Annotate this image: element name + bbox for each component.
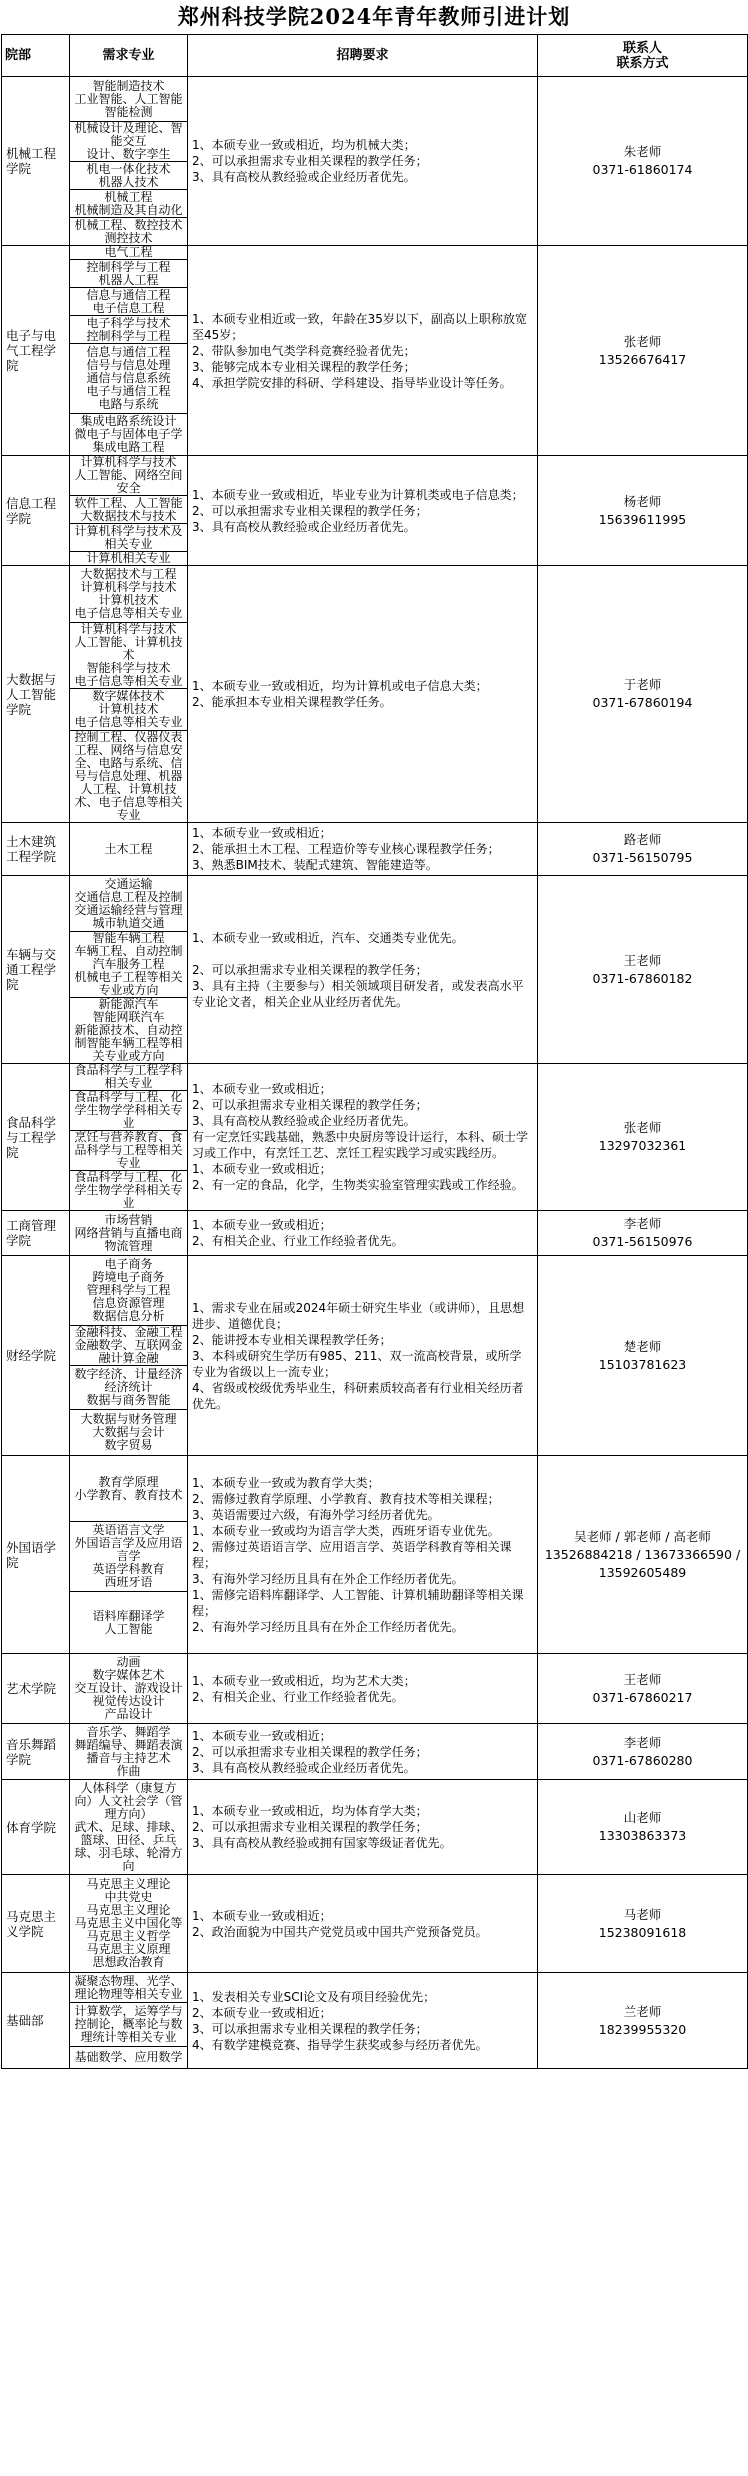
major-cell: 信息与通信工程 信号与信息处理 通信与信息系统 电子与通信工程 电路与系统	[70, 344, 188, 414]
major-cell: 机电一体化技术 机器人技术	[70, 162, 188, 190]
major-cell: 音乐学、舞蹈学 舞蹈编导、舞蹈表演 播音与主持艺术 作曲	[70, 1724, 188, 1780]
major-cell: 教育学原理 小学教育、教育技术	[70, 1456, 188, 1522]
contact-cell	[538, 1456, 748, 1654]
table-header-row	[2, 35, 748, 77]
table-row	[2, 876, 748, 932]
recruitment-table	[1, 34, 748, 2069]
major-cell: 数字媒体技术 计算机技术 电子信息等相关专业	[70, 689, 188, 731]
table-row	[2, 1780, 748, 1875]
requirements-cell: 1、发表相关专业SCI论文及有项目经验优先； 2、本硕专业一致或相近； 3、可以承担需求专业相关课程的教学任务； 4、有数学建模竞赛、指导学生获奖或参与经历者优先。	[188, 1973, 538, 2069]
major-cell: 食品科学与工程学科相关专业	[70, 1064, 188, 1091]
table-row	[2, 1211, 748, 1256]
major-cell: 控制科学与工程 机器人工程	[70, 260, 188, 288]
dept-cell: 体育学院	[2, 1780, 70, 1875]
header-dept: 院部	[2, 35, 70, 77]
contact-name: 王老师	[623, 1671, 662, 1687]
requirements-cell: 1、本硕专业一致或相近； 2、政治面貌为中国共产党党员或中国共产党预备党员。	[188, 1875, 538, 1973]
table-row	[2, 1654, 748, 1724]
header-contact-line1: 联系人	[622, 40, 662, 56]
table-row	[2, 246, 748, 260]
requirements-cell: 1、需求专业在届或2024年硕士研究生毕业（或讲师），且思想进步、道德优良； 2、能讲授本专业相关课程教学任务； 3、本科或研究生学历有985、211、双一流高校背景，或所学专业为省级以上一流专业； 4、省级或校级优秀毕业生，科研素质较高者有行业相关经历者优先。	[188, 1256, 538, 1456]
contact-phone: 13526676417	[598, 351, 687, 367]
dept-cell: 外国语学院	[2, 1456, 70, 1654]
major-cell: 软件工程、人工智能 大数据技术与技术	[70, 496, 188, 524]
contact-name: 张老师	[623, 333, 662, 349]
header-major: 需求专业	[70, 35, 188, 77]
contact-name: 山老师	[623, 1810, 662, 1825]
requirements-cell: 1、本硕专业一致或相近，均为艺术大类； 2、有相关企业、行业工作经验者优先。	[188, 1654, 538, 1724]
major-cell: 计算机相关专业	[70, 552, 188, 566]
dept-cell: 马克思主义学院	[2, 1875, 70, 1973]
dept-cell: 机械工程学院	[2, 77, 70, 246]
table-row	[2, 1724, 748, 1780]
major-cell: 大数据技术与工程 计算机科学与技术 计算机技术 电子信息等相关专业	[70, 566, 188, 623]
contact-cell	[538, 1064, 748, 1211]
dept-cell: 财经学院	[2, 1256, 70, 1456]
contact-name: 李老师	[623, 1216, 662, 1231]
table-row	[2, 566, 748, 623]
requirements-cell: 1、本硕专业一致或相近，毕业专业为计算机类或电子信息类； 2、可以承担需求专业相关课程的教学任务； 3、具有高校从教经验或企业经历者优先。	[188, 456, 538, 566]
contact-cell	[538, 456, 748, 566]
contact-name: 吴老师 / 郭老师 / 高老师	[574, 1528, 711, 1544]
requirements-cell: 1、本硕专业一致或相近； 2、能承担土木工程、工程造价等专业核心课程教学任务； 3、熟悉BIM技术、装配式建筑、智能建造等。	[188, 823, 538, 876]
contact-phone: 18239955320	[598, 2021, 687, 2037]
contact-phone: 0371-56150795	[592, 850, 693, 865]
contact-phone: 15103781623	[598, 1356, 687, 1372]
major-cell: 智能车辆工程 车辆工程、自动控制 汽车服务工程 机械电子工程等相关专业或方向	[70, 932, 188, 998]
major-cell: 食品科学与工程、化学生物学学科相关专业	[70, 1091, 188, 1131]
contact-phone: 0371-67860194	[592, 695, 693, 710]
contact-name: 朱老师	[623, 144, 662, 159]
contact-name: 杨老师	[623, 493, 662, 509]
dept-cell: 食品科学与工程学院	[2, 1064, 70, 1211]
contact-cell	[538, 823, 748, 876]
table-row	[2, 456, 748, 496]
requirements-cell: 1、本硕专业一致或相近，汽车、交通类专业优先。 2、可以承担需求专业相关课程的教学任务； 3、具有主持（主要参与）相关领域项目研发者，或发表高水平专业论文者，相关企业从业经历者优先。	[188, 876, 538, 1064]
major-cell: 语料库翻译学 人工智能	[70, 1592, 188, 1654]
dept-cell: 土木建筑工程学院	[2, 823, 70, 876]
major-cell: 数字经济、计量经济 经济统计 数据与商务智能	[70, 1366, 188, 1410]
major-cell: 电气工程	[70, 246, 188, 260]
major-cell: 控制工程、仪器仪表工程、网络与信息安全、电路与系统、信号与信息处理、机器人工程、计算机技术、电子信息等相关专业	[70, 731, 188, 823]
major-cell: 大数据与财务管理 大数据与会计 数字贸易	[70, 1410, 188, 1456]
major-cell: 电子商务 跨境电子商务 管理科学与工程 信息资源管理 数据信息分析	[70, 1256, 188, 1326]
contact-phone: 15639611995	[598, 511, 687, 527]
table-row	[2, 1456, 748, 1522]
contact-phone: 0371-67860182	[592, 970, 693, 986]
table-row	[2, 823, 748, 876]
contact-phone: 0371-61860174	[592, 162, 693, 177]
major-cell: 金融科技、金融工程 金融数学、互联网金融计算金融	[70, 1326, 188, 1366]
dept-cell: 信息工程学院	[2, 456, 70, 566]
major-cell: 土木工程	[70, 823, 188, 876]
dept-cell: 电子与电气工程学院	[2, 246, 70, 456]
major-cell: 机械工程、数控技术 测控技术	[70, 218, 188, 246]
major-cell: 英语语言文学 外国语言学及应用语言学 英语学科教育 西班牙语	[70, 1522, 188, 1592]
requirements-cell: 1、本硕专业相近或一致，年龄在35岁以下，副高以上职称放宽至45岁； 2、带队参加电气类学科竞赛经验者优先； 3、能够完成本专业相关课程的教学任务； 4、承担学院安排的科研、学科建设、指导毕业设计等任务。	[188, 246, 538, 456]
contact-name: 路老师	[623, 832, 662, 847]
major-cell: 交通运输 交通信息工程及控制 交通运输经营与管理 城市轨道交通	[70, 876, 188, 932]
page-title: 郑州科技学院2024年青年教师引进计划	[177, 4, 571, 29]
major-cell: 市场营销 网络营销与直播电商 物流管理	[70, 1211, 188, 1256]
dept-cell: 艺术学院	[2, 1654, 70, 1724]
contact-name: 马老师	[623, 1906, 662, 1922]
major-cell: 计算机科学与技术及相关专业	[70, 524, 188, 552]
table-body	[2, 77, 748, 2069]
dept-cell: 大数据与人工智能学院	[2, 566, 70, 823]
major-cell: 凝聚态物理、光学、理论物理等相关专业	[70, 1973, 188, 2003]
table-row	[2, 77, 748, 122]
major-cell: 食品科学与工程、化学生物学学科相关专业	[70, 1171, 188, 1211]
dept-cell: 工商管理学院	[2, 1211, 70, 1256]
contact-cell	[538, 1780, 748, 1875]
table-row	[2, 1256, 748, 1326]
contact-name: 张老师	[623, 1120, 662, 1135]
contact-cell	[538, 1973, 748, 2069]
contact-phone: 0371-56150976	[592, 1234, 693, 1249]
contact-cell	[538, 1256, 748, 1456]
major-cell: 基础数学、应用数学	[70, 2047, 188, 2069]
contact-cell	[538, 1724, 748, 1780]
major-cell: 计算机科学与技术 人工智能、计算机技术 智能科学与技术 电子信息等相关专业	[70, 623, 188, 689]
header-requirements: 招聘要求	[188, 35, 538, 77]
contact-phone: 0371-67860280	[592, 1752, 693, 1768]
major-cell: 马克思主义理论 中共党史 马克思主义理论 马克思主义中国化等 马克思主义哲学 马克思主义原理 思想政治教育	[70, 1875, 188, 1973]
contact-phone: 13297032361	[598, 1138, 687, 1153]
contact-name: 李老师	[623, 1734, 662, 1750]
major-cell: 信息与通信工程 电子信息工程	[70, 288, 188, 316]
dept-cell: 车辆与交通工程学院	[2, 876, 70, 1064]
requirements-cell: 1、本硕专业一致或相近，均为计算机或电子信息大类； 2、能承担本专业相关课程教学任务。	[188, 566, 538, 823]
contact-phone: 15238091618	[598, 1924, 687, 1940]
requirements-cell: 1、本硕专业一致或为教育学大类； 2、需修过教育学原理、小学教育、教育技术等相关课程； 3、英语需要过六级，有海外学习经历者优先。 1、本硕专业一致或均为语言学大类，西班牙语专业优先。 2、需修过英语语言学、应用语言学、英语学科教育等相关课程； 3、有海外学习经历且具有在外企工作经历者优先。 1、需修完语料库翻译学、人工智能、计算机辅助翻译等相关课程； 2、有海外学习经历且具有在外企工作经历者优先。	[188, 1456, 538, 1654]
contact-phone: 13303863373	[598, 1828, 687, 1843]
major-cell: 烹饪与营养教育、食品科学与工程等相关专业	[70, 1131, 188, 1171]
major-cell: 集成电路系统设计 微电子与固体电子学 集成电路工程	[70, 414, 188, 456]
contact-phone: 0371-67860217	[592, 1689, 693, 1705]
contact-name: 楚老师	[623, 1338, 662, 1354]
major-cell: 计算数学，运筹学与控制论，概率论与数理统计等相关专业	[70, 2003, 188, 2047]
table-row	[2, 1064, 748, 1091]
dept-cell: 音乐舞蹈学院	[2, 1724, 70, 1780]
contact-cell	[538, 1654, 748, 1724]
header-contact	[538, 35, 748, 77]
contact-cell	[538, 246, 748, 456]
table-row	[2, 1875, 748, 1973]
major-cell: 动画 数字媒体艺术 交互设计、游戏设计 视觉传达设计 产品设计	[70, 1654, 188, 1724]
requirements-cell: 1、本硕专业一致或相近，均为机械大类； 2、可以承担需求专业相关课程的教学任务； 3、具有高校从教经验或企业经历者优先。	[188, 77, 538, 246]
dept-cell: 基础部	[2, 1973, 70, 2069]
table-row	[2, 1973, 748, 2003]
contact-name: 于老师	[623, 677, 662, 692]
major-cell: 智能制造技术 工业智能、人工智能 智能检测	[70, 77, 188, 122]
major-cell: 电子科学与技术 控制科学与工程	[70, 316, 188, 344]
requirements-cell: 1、本硕专业一致或相近，均为体育学大类； 2、可以承担需求专业相关课程的教学任务； 3、具有高校从教经验或拥有国家等级证者优先。	[188, 1780, 538, 1875]
requirements-cell: 1、本硕专业一致或相近； 2、可以承担需求专业相关课程的教学任务； 3、具有高校从教经验或企业经历者优先。 有一定烹饪实践基础，熟悉中央厨房等设计运行，本科、硕士学习或工作中，有烹饪工艺、烹饪工程实践学习或实践经历。 1、本硕专业一致或相近； 2、有一定的食品，化学，生物类实验室管理实践或工作经验。	[188, 1064, 538, 1211]
major-cell: 机械设计及理论、智能交互 设计、数字孪生	[70, 122, 188, 162]
major-cell: 计算机科学与技术 人工智能、网络空间安全	[70, 456, 188, 496]
contact-cell	[538, 77, 748, 246]
contact-name: 王老师	[623, 952, 662, 968]
requirements-cell: 1、本硕专业一致或相近； 2、可以承担需求专业相关课程的教学任务； 3、具有高校从教经验或企业经历者优先。	[188, 1724, 538, 1780]
contact-cell	[538, 876, 748, 1064]
major-cell: 机械工程 机械制造及其自动化	[70, 190, 188, 218]
header-contact-line2: 联系方式	[616, 55, 669, 71]
contact-cell	[538, 1211, 748, 1256]
contact-name: 兰老师	[623, 2003, 662, 2019]
major-cell: 新能源汽车 智能网联汽车 新能源技术、自动控制智能车辆工程等相关专业或方向	[70, 998, 188, 1064]
contact-cell	[538, 566, 748, 823]
requirements-cell: 1、本硕专业一致或相近； 2、有相关企业、行业工作经验者优先。	[188, 1211, 538, 1256]
contact-phone: 13526884218 / 13673366590 / 13592605489	[544, 1546, 741, 1580]
contact-cell	[538, 1875, 748, 1973]
major-cell: 人体科学（康复方向）人文社会学（管理方向） 武术、足球、排球、篮球、田径、乒乓球、羽毛球、轮滑方向	[70, 1780, 188, 1875]
